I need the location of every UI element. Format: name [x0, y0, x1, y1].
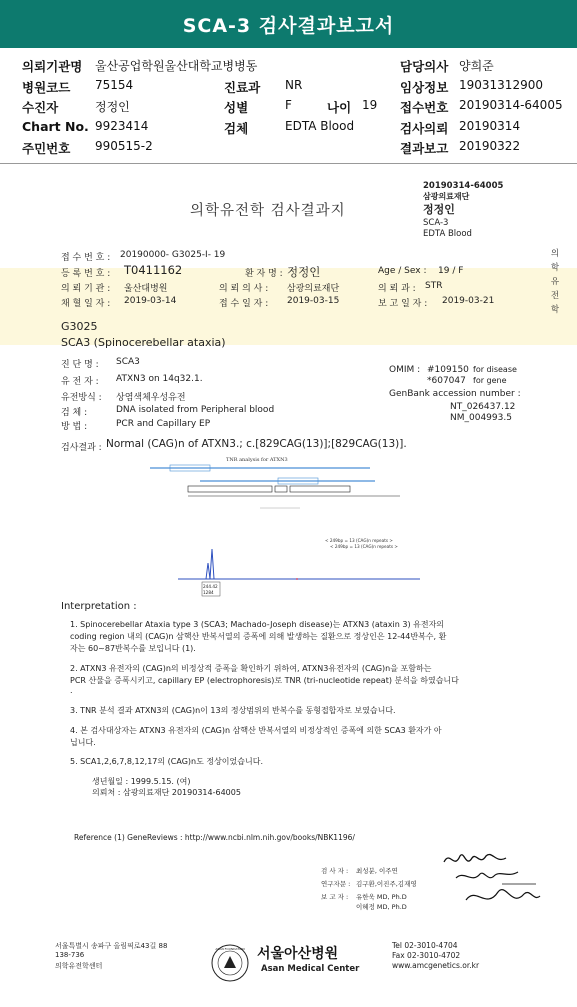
field-value: SCA3: [116, 357, 140, 367]
report-date-label: 결과보고: [400, 141, 449, 156]
test-code: G3025: [61, 320, 98, 333]
peak-label: 244.42: [203, 584, 218, 589]
header-divider: [0, 163, 577, 164]
interp-line: 4. 본 검사대상자는 ATXN3 유전자의 (CAG)n 삼핵산 반복서열의 비정상적인 증폭에 의한 SCA3 환자가 아: [70, 726, 442, 735]
field-label: 유 전 자 :: [61, 377, 99, 387]
signature-image: [436, 848, 546, 918]
reference-line: Reference (1) GeneReviews : http://www.ncbi.nlm.nih.gov/books/NBK1196/: [74, 833, 355, 842]
clinical-info-label: 임상정보: [400, 79, 449, 95]
genbank-nm: NM_004993.5: [450, 413, 512, 423]
address-line: 의학유전학센터: [55, 962, 103, 970]
field-value: ATXN3 on 14q32.1.: [116, 374, 203, 384]
sca3-mid-box: [275, 486, 287, 492]
id-value: T0411162: [124, 263, 183, 277]
patient-value: 정정인: [95, 100, 130, 114]
corner-test: SCA-3: [423, 218, 449, 228]
address-line: 138-736: [55, 951, 85, 959]
omim-1-note: for disease: [473, 365, 517, 374]
sign-value: 김구환,이진주,김재영: [356, 880, 417, 888]
sca3-mutant-box: [290, 486, 350, 492]
hospital-code-label: 병원코드: [22, 79, 71, 95]
sign-label: 연구자문 :: [321, 880, 351, 888]
web-line: www.amcgenetics.or.kr: [392, 961, 480, 970]
field-value: DNA isolated from Peripheral blood: [116, 405, 275, 415]
sign-value: 최성분, 이주연: [356, 867, 398, 875]
peak-sub: 1284: [203, 590, 214, 595]
report-title: SCA-3 검사결과보고서: [182, 14, 395, 37]
fax-line: Fax 02-3010-4702: [392, 951, 461, 960]
receipt-no-value: 20190314-64005: [459, 98, 563, 112]
doctor-label: 담당의사: [400, 59, 449, 74]
interp-title: Interpretation :: [61, 601, 137, 612]
receipt-no-label: 접수번호: [400, 100, 449, 115]
peak-trace: [202, 549, 220, 579]
agesex-label: Age / Sex :: [378, 266, 427, 276]
figure-title: TNR analysis for ATXN3: [226, 457, 288, 463]
hospital-code-value: 75154: [95, 77, 134, 92]
omim-2-note: for gene: [473, 376, 507, 385]
doctor-doc-label: 의 뢰 의 사 :: [219, 284, 269, 294]
result-label: 검사결과 :: [61, 443, 102, 453]
interp-line: 3. TNR 분석 결과 ATXN3의 (CAG)n이 13의 정상범위의 반복수를 동형접합자로 보였습니다.: [70, 706, 396, 715]
age-value: 19: [362, 98, 378, 112]
header-row: [22, 96, 562, 117]
marker-dot: [296, 578, 298, 580]
sca3-normal-box: [188, 486, 272, 492]
department-label: 진료과: [224, 79, 261, 95]
resident-no-label: 주민번호: [22, 141, 71, 156]
interp-line: .: [70, 686, 73, 695]
requester-line: 의뢰처 : 삼광의료재단 20190314-64005: [92, 788, 241, 797]
collect-label: 채 혈 일 자 :: [61, 299, 111, 309]
header-row: [22, 117, 562, 138]
omim-1: #109150: [427, 365, 469, 375]
field-label: 진 단 명 :: [61, 360, 99, 370]
result-value: Normal (CAG)n of ATXN3.; c.[829CAG(13)];[829CAG(13)].: [106, 438, 407, 450]
sign-value: 유한욱 MD, Ph.D: [356, 893, 407, 901]
header-row: [22, 76, 562, 97]
field-label: 검 체 :: [61, 408, 88, 418]
interp-line: coding region 내의 (CAG)n 삼핵산 반복서열의 증폭에 의해 발생하는 질환으로 정상인은 12-44반복수, 환: [70, 632, 447, 641]
hospital-name-kr: 서울아산병원: [257, 946, 339, 962]
resident-no-value: 990515-2: [95, 139, 153, 153]
sign-value: 이혜정 MD, Ph.D: [356, 903, 407, 911]
inst-value: 울산대병원: [124, 284, 168, 294]
figure-note: < 249bp = 13 (CAG)n repeats >: [325, 538, 393, 543]
doc-title: 의학유전학 검사결과지: [190, 203, 346, 219]
side-text: 의학유전학: [550, 249, 560, 315]
field-value: PCR and Capillary EP: [116, 419, 211, 429]
corner-org: 삼광의료재단: [423, 192, 470, 201]
report-doc-label: 보 고 일 자 :: [378, 299, 428, 309]
report-doc-value: 2019-03-21: [442, 296, 495, 306]
specimen-label: 검체: [224, 120, 249, 136]
reg-no-label: 접 수 번 호 :: [61, 253, 111, 263]
scanned-report: [0, 165, 577, 1007]
omim-label: OMIM :: [389, 365, 421, 375]
asan-seal-logo: [210, 942, 250, 984]
request-date-label: 검사의뢰: [400, 120, 449, 136]
ward-value: STR: [425, 281, 443, 291]
recv-value: 2019-03-15: [287, 296, 340, 306]
patient-doc-label: 환 자 명 :: [245, 269, 283, 279]
id-label: 등 록 번 호 :: [61, 269, 111, 279]
report-banner: [0, 0, 577, 48]
corner-name: 정정인: [423, 203, 455, 216]
ward-label: 의 뢰 과 :: [378, 284, 416, 294]
header-info: [22, 55, 562, 158]
tnr-figure: [150, 455, 425, 605]
tel-line: Tel 02-3010-4704: [392, 941, 458, 950]
omim-2: *607047: [427, 376, 466, 386]
corner-specimen: EDTA Blood: [423, 229, 472, 239]
chart-no-value: 9923414: [95, 118, 149, 133]
interp-line: 1. Spinocerebellar Ataxia type 3 (SCA3; Machado-Joseph disease)는 ATXN3 (ataxin 3) 유전자의: [70, 620, 445, 629]
interp-line: 2. ATXN3 유전자의 (CAG)n의 비정상적 증폭을 확인하기 위하여, ATXN3유전자의 (CAG)n을 포함하는: [70, 664, 432, 673]
header-row: [22, 137, 562, 158]
figure-note: < 249bp = 13 (CAG)n repeats >: [330, 544, 398, 549]
hospital-name-en: Asan Medical Center: [261, 964, 360, 974]
request-date-value: 20190314: [459, 118, 521, 133]
inst-label: 의 뢰 기 관 :: [61, 284, 111, 294]
field-value: 상염색체우성유전: [116, 393, 186, 403]
sex-label: 성별: [224, 100, 249, 115]
collect-value: 2019-03-14: [124, 296, 177, 306]
genbank-label: GenBank accession number :: [389, 389, 521, 399]
reg-no-value: 20190000- G3025-I- 19: [120, 250, 226, 260]
birth-line: 생년월일 : 1999.5.15. (여): [92, 777, 191, 786]
corner-id: 20190314-64005: [423, 181, 504, 191]
header-row: [22, 55, 562, 76]
report-date-value: 20190322: [459, 139, 521, 153]
department-value: NR: [285, 77, 303, 92]
institution-label: 의뢰기관명: [22, 59, 83, 74]
patient-label: 수진자: [22, 100, 59, 115]
institution-value: 울산공업학원울산대학교병병동: [95, 59, 258, 73]
sign-label: 보 고 자 :: [321, 893, 349, 901]
clinical-info-value: 19031312900: [459, 77, 543, 92]
recv-label: 접 수 일 자 :: [219, 299, 269, 309]
interp-line: 5. SCA1,2,6,7,8,12,17의 (CAG)n도 정상이었습니다.: [70, 757, 263, 766]
sign-label: 검 사 자 :: [321, 867, 349, 875]
patient-doc-value: 정정인: [287, 265, 321, 279]
field-label: 방 법 :: [61, 422, 88, 432]
agesex-value: 19 / F: [438, 266, 464, 276]
interp-line: 닙니다.: [70, 738, 96, 747]
sex-value: F: [285, 98, 292, 112]
chart-no-label: Chart No.: [22, 118, 89, 134]
interp-line: PCR 산물을 증폭시키고, capillary EP (electrophoresis)로 TNR (tri-nucleotide repeat) 분석을 하였습니다: [70, 676, 459, 685]
interp-line: 자는 60~87반복수를 보입니다 (1).: [70, 644, 196, 653]
address-line: 서울특별시 송파구 올림픽로43길 88: [55, 942, 168, 950]
doctor-value: 양희준: [459, 59, 494, 73]
test-name: SCA3 (Spinocerebellar ataxia): [61, 336, 226, 349]
age-label: 나이: [327, 100, 352, 115]
svg-text:ASAN FOUNDATION: ASAN FOUNDATION: [215, 947, 245, 951]
field-label: 유전방식 :: [61, 393, 102, 403]
doctor-doc-value: 삼광의료재단: [287, 284, 340, 294]
specimen-value: EDTA Blood: [285, 118, 355, 133]
genbank-nt: NT_026437.12: [450, 402, 516, 412]
